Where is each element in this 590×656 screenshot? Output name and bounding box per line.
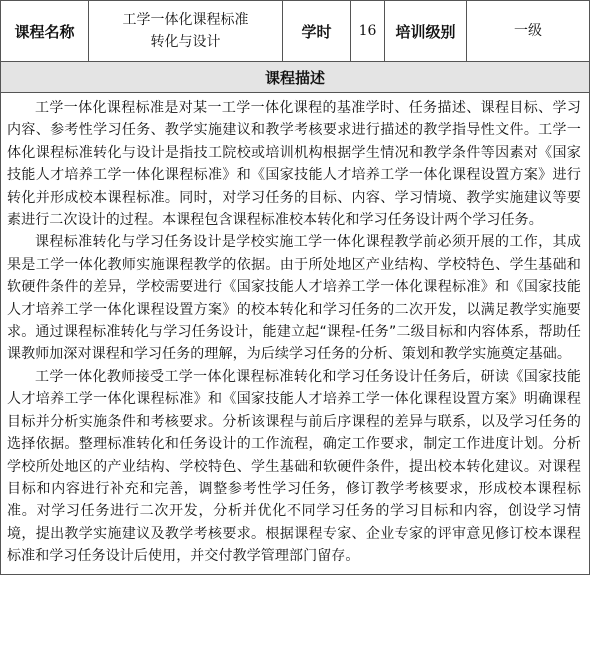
course-name-value: 工学一体化课程标准 转化与设计 [89,1,283,62]
level-label: 培训级别 [385,1,467,62]
hours-label: 学时 [283,1,351,62]
description-header-row [1,62,590,93]
description-paragraph-3: 工学一体化教师接受工学一体化课程标准转化和学习任务设计任务后，研读《国家技能人才培养工学一体化课程标准》和《国家技能人才培养工学一体化课程设置方案》明确课程目标并分析实施条件和考核要求。分析该课程与前后序课程的差异与联系，以及学习任务的选择依据。整理标准转化和任务设计的工作流程，确定工作要求，制定工作进度计划。分析学校所处地区的产业结构、学校特色、学生基础和软硬件条件，提出校本转化建议。对课程目标和内容进行补充和完善，调整参考性学习任务，修订教学考核要求，形成校本课程标准。对学习任务进行二次开发，分析并优化不同学习任务的学习目标和内容，创设学习情境，提出教学实施建议及教学考核要求。根据课程专家、企业专家的评审意见修订校本课程标准和学习任务设计后使用，并交付教学管理部门留存。 [7,368,581,565]
description-paragraph-2: 课程标准转化与学习任务设计是学校实施工学一体化课程教学前必须开展的工作，其成果是工学一体化教师实施课程教学的依据。由于所处地区产业结构、学校特色、学生基础和软硬件条件的差异，学校需要进行《国家技能人才培养工学一体化课程标准》和《国家技能人才培养工学一体化课程设置方案》的校本转化和学习任务的二次开发，以满足教学实施要求。通过课程标准转化与学习任务设计，能建立起“课程-任务”二级目标和内容体系，帮助任课教师加深对课程和学习任务的理解，为后续学习任务的分析、策划和教学实施奠定基础。 [7,234,581,363]
level-value: 一级 [467,1,590,62]
description-paragraph-1: 工学一体化课程标准是对某一工学一体化课程的基准学时、任务描述、课程目标、学习内容、参考性学习任务、教学实施建议和教学考核要求进行描述的教学指导性文件。工学一体化课程标准转化与设计是指技工院校或培训机构根据学生情况和教学条件等因素对《国家技能人才培养工学一体化课程标准》和《国家技能人才培养工学一体化课程设置方案》进行转化并形成校本课程标准。同时，对学习任务的目标、内容、学习情境、教学实施建议等要素进行二次设计的过程。本课程包含课程标准校本转化和学习任务设计两个学习任务。 [7,100,581,229]
description-title: 课程描述 [1,62,590,93]
description-body [1,93,590,575]
course-name-label: 课程名称 [1,1,89,62]
description-body-row [1,93,590,575]
course-info-row [1,1,590,62]
hours-value: 16 [351,1,385,62]
